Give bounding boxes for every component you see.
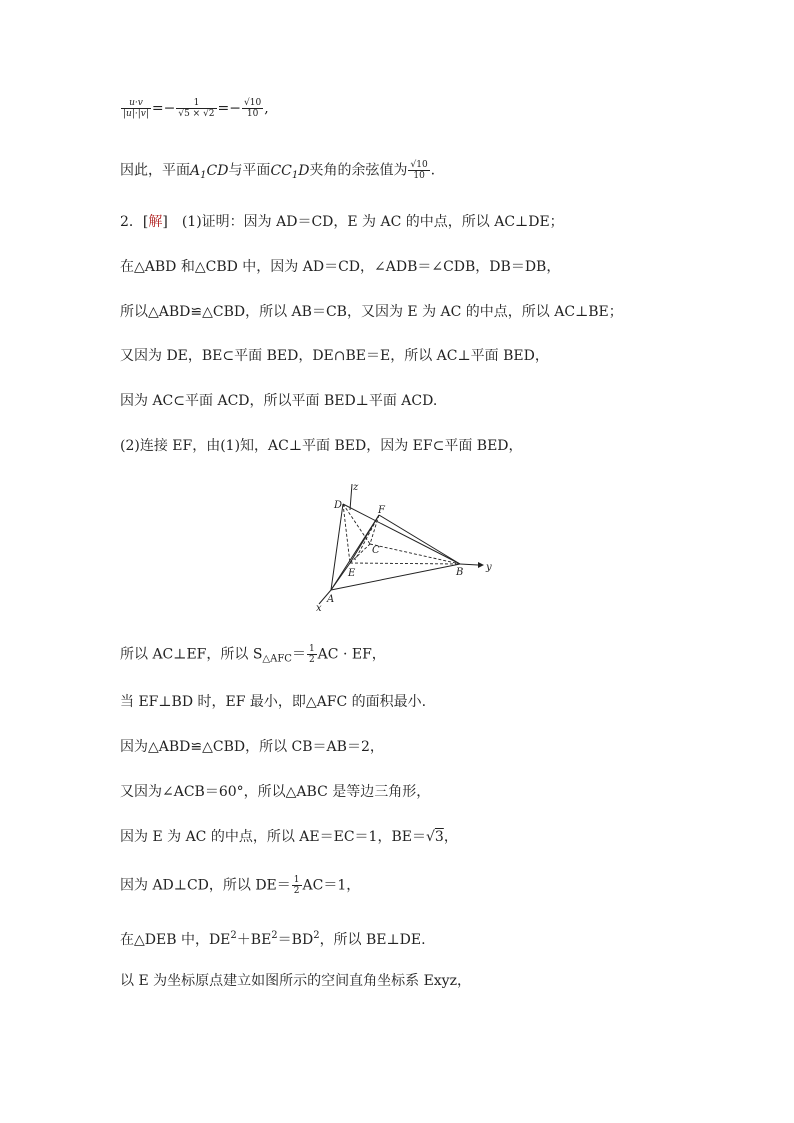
text-segment: AC＝1， [302,877,361,894]
equals-minus: =− [217,100,241,117]
text-segment: ＝BD [277,932,314,948]
label-d: D [334,500,343,511]
midpoint-line [120,827,458,847]
text-segment: 所以 AC⊥EF，所以 S [120,646,263,663]
text-line: 所以△ABD≌△CBD，所以 AB＝CB，又因为 E 为 AC 的中点，所以 AC⊥BE； [120,304,623,320]
solution-tag: 解 [148,214,163,230]
text-line: 当 EF⊥BD 时，EF 最小，即△AFC 的面积最小. [120,694,427,710]
edge-da [331,504,343,590]
fraction-sqrt10-over-10 [408,160,429,181]
edge-db [343,504,460,564]
fraction-denominator: 10 [413,171,425,181]
fraction-numerator: u·v [121,98,151,109]
fraction-1-over-sqrt [176,98,216,119]
label-y: y [486,562,492,573]
text-segment: ， [443,829,458,845]
label-z: z [353,482,359,493]
dash-cb [370,544,460,564]
text-segment: 与平面 [228,162,271,179]
label-b: B [456,567,464,578]
superscript: 2 [271,930,278,941]
problem-2-heading [120,212,564,232]
equals-minus: =− [151,100,176,117]
fraction-numerator: √10 [410,160,428,170]
fraction-denominator: 10 [246,109,259,119]
conclusion-line [120,160,435,186]
label-f: F [378,505,385,516]
area-formula-line [120,644,386,670]
label-x: x [316,603,322,613]
dash-eb [350,563,460,564]
subscript: △AFC [262,653,292,665]
label-e: E [348,568,356,579]
text-segment: 因为 AD⊥CD，所以 DE＝ [120,877,291,894]
fraction-denominator: √5 × √2 [178,109,215,119]
formula-cosine [120,98,269,119]
period: . [430,162,436,179]
text-segment: 因此，平面 [120,162,190,179]
text-segment: 夹角的余弦值为 [309,162,408,179]
plane-a1cd [190,163,228,179]
text-line: 以 E 为坐标原点建立如图所示的空间直角坐标系 Exyz， [120,973,471,989]
letter: A [190,162,201,179]
plane-cc1d [270,163,309,179]
z-axis [350,484,352,510]
text-line: 又因为∠ACB＝60°，所以△ABC 是等边三角形， [120,784,431,800]
fraction-numerator: √10 [244,98,262,108]
fraction-denominator: |u|·|v| [123,109,149,119]
label-c: C [372,545,380,556]
text-segment: ＝ [291,646,306,663]
text-line: 因为△ABD≌△CBD，所以 CB＝AB＝2， [120,739,384,755]
pythagoras-line [120,926,426,950]
fraction-uv [121,98,151,119]
y-axis [460,564,478,565]
label-a: A [327,594,335,605]
text-line: 在△ABD 和△CBD 中，因为 AD＝CD，∠ADB＝∠CDB，DB＝DB， [120,259,561,275]
edge-fb [379,515,460,564]
text-segment: ] (1)证明：因为 AD＝CD，E 为 AC 的中点，所以 AC⊥DE； [162,214,564,230]
comma: , [264,100,269,117]
radicand: 3 [434,829,444,845]
de-length-line [120,875,360,896]
fraction-denominator: 2 [308,655,315,665]
letter: D [298,162,310,179]
fraction-one-half [292,875,302,896]
y-arrow [478,562,484,568]
fraction-sqrt10-over-10 [242,98,263,119]
dash-dc [343,504,370,544]
problem-number: 2．[ [120,214,149,230]
superscript: 2 [230,930,237,941]
letter: CD [206,162,229,179]
text-segment: ＋BE [236,932,272,948]
text-segment: 在△DEB 中，DE [120,932,231,948]
tetrahedron-figure [310,478,500,613]
fraction-numerator: 1 [308,644,315,654]
fraction-denominator: 2 [293,886,300,896]
text-segment: AC · EF， [317,646,386,663]
text-segment: ，所以 BE⊥DE. [319,932,426,948]
letter: CC [270,162,292,179]
superscript: 2 [313,930,320,941]
fraction-one-half [307,644,317,665]
subscript: 1 [200,169,207,181]
text-line: 因为 AC⊂平面 ACD，所以平面 BED⊥平面 ACD. [120,393,438,409]
fraction-numerator: 1 [293,875,300,885]
text-segment: 因为 E 为 AC 的中点，所以 AE＝EC＝1，BE＝√ [120,829,435,845]
text-line: 又因为 DE，BE⊂平面 BED，DE∩BE＝E，所以 AC⊥平面 BED， [120,348,549,364]
text-line: (2)连接 EF，由(1)知，AC⊥平面 BED，因为 EF⊂平面 BED， [120,438,523,454]
subscript: 1 [291,169,299,181]
fraction-numerator: 1 [176,98,216,109]
